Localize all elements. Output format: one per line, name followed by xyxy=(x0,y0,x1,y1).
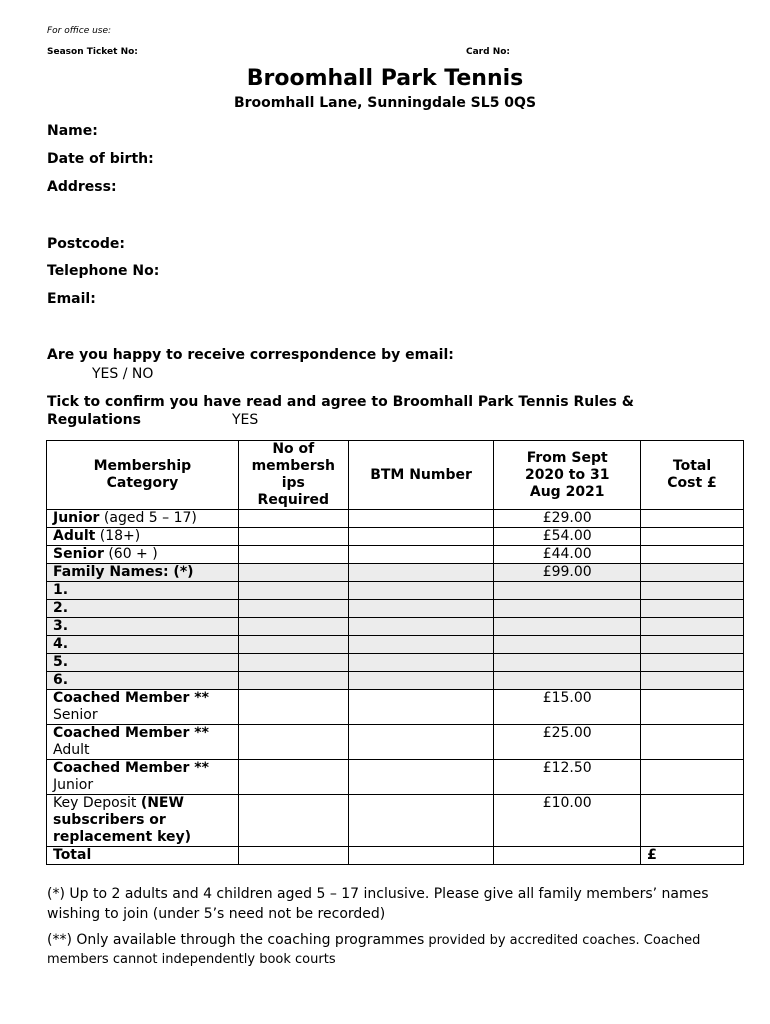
btm-cell[interactable] xyxy=(348,725,494,760)
count-cell[interactable] xyxy=(238,760,348,795)
col-header-total: Total Cost £ xyxy=(641,441,744,510)
footnote-coaching-a: (**) Only available through the coaching programmes xyxy=(47,932,425,948)
card-no-label: Card No: xyxy=(466,47,511,57)
price-cell xyxy=(494,582,641,600)
price-cell xyxy=(494,600,641,618)
office-use-label: For office use: xyxy=(47,26,112,36)
count-cell[interactable] xyxy=(238,582,348,600)
table-row xyxy=(47,760,744,795)
btm-cell[interactable] xyxy=(348,528,494,546)
count-cell[interactable] xyxy=(238,725,348,760)
btm-cell[interactable] xyxy=(348,690,494,725)
table-row xyxy=(47,795,744,847)
table-row xyxy=(47,510,744,528)
btm-cell[interactable] xyxy=(348,600,494,618)
row-label xyxy=(47,528,239,546)
count-cell[interactable] xyxy=(238,672,348,690)
price-cell: £25.00 xyxy=(494,725,641,760)
total-cell[interactable] xyxy=(641,510,744,528)
price-cell: £99.00 xyxy=(494,564,641,582)
email-consent-question: Are you happy to receive correspondence by email: xyxy=(47,347,454,363)
price-cell: £44.00 xyxy=(494,546,641,564)
price-cell xyxy=(494,654,641,672)
footnote-coaching-b: provided by accredited coaches. Coached members cannot independently book courts xyxy=(47,933,701,967)
row-label-sub: Adult xyxy=(53,742,90,758)
btm-cell[interactable] xyxy=(348,847,494,865)
total-cell[interactable] xyxy=(641,600,744,618)
btm-cell[interactable] xyxy=(348,564,494,582)
total-cell[interactable] xyxy=(641,618,744,636)
row-label-bold: Coached Member ** xyxy=(53,725,209,741)
row-label-pre: Key Deposit xyxy=(53,795,141,811)
price-cell: £12.50 xyxy=(494,760,641,795)
total-cell[interactable] xyxy=(641,528,744,546)
price-cell: £54.00 xyxy=(494,528,641,546)
table-row-family-member xyxy=(47,654,744,672)
row-label-bold: (NEW subscribers or replacement key) xyxy=(53,795,192,845)
rules-answer: YES xyxy=(232,412,259,428)
row-label-bold: Coached Member ** xyxy=(53,690,209,706)
price-cell: £15.00 xyxy=(494,690,641,725)
row-label-rest: (18+) xyxy=(95,528,141,544)
family-member-number[interactable]: 3. xyxy=(47,618,239,636)
table-row-family-member xyxy=(47,618,744,636)
btm-cell[interactable] xyxy=(348,636,494,654)
price-cell xyxy=(494,672,641,690)
total-cell[interactable] xyxy=(641,582,744,600)
row-label-bold: Junior xyxy=(53,510,100,526)
row-label xyxy=(47,795,239,847)
row-label xyxy=(47,760,239,795)
family-member-number[interactable]: 4. xyxy=(47,636,239,654)
col-header-btm: BTM Number xyxy=(348,441,494,510)
row-label-rest: (aged 5 – 17) xyxy=(99,510,197,526)
table-row xyxy=(47,725,744,760)
btm-cell[interactable] xyxy=(348,760,494,795)
total-cell[interactable] xyxy=(641,654,744,672)
btm-cell[interactable] xyxy=(348,618,494,636)
row-label-bold: Coached Member ** xyxy=(53,760,209,776)
row-label xyxy=(47,690,239,725)
total-cell[interactable] xyxy=(641,795,744,847)
dob-field-label: Date of birth: xyxy=(47,151,154,167)
price-cell xyxy=(494,847,641,865)
name-field-label: Name: xyxy=(47,123,98,139)
total-cell[interactable] xyxy=(641,690,744,725)
total-cell[interactable] xyxy=(641,725,744,760)
count-cell[interactable] xyxy=(238,546,348,564)
col-header-count: No of membersh ips Required xyxy=(238,441,348,510)
price-cell xyxy=(494,636,641,654)
season-ticket-label: Season Ticket No: xyxy=(47,47,138,57)
telephone-field-label: Telephone No: xyxy=(47,263,160,279)
row-label xyxy=(47,725,239,760)
membership-table xyxy=(46,440,744,865)
count-cell[interactable] xyxy=(238,564,348,582)
total-cell[interactable] xyxy=(641,546,744,564)
table-row-family-member xyxy=(47,600,744,618)
price-cell: £29.00 xyxy=(494,510,641,528)
table-row-family-member xyxy=(47,582,744,600)
row-label-bold: Senior xyxy=(53,546,104,562)
count-cell[interactable] xyxy=(238,847,348,865)
price-cell: £10.00 xyxy=(494,795,641,847)
rules-question-cont: Regulations xyxy=(47,412,141,428)
col-header-category: Membership Category xyxy=(47,441,239,510)
email-consent-answer: YES / NO xyxy=(92,366,154,382)
total-cell[interactable] xyxy=(641,636,744,654)
grand-total-cell[interactable]: £ xyxy=(641,847,744,865)
postcode-field-label: Postcode: xyxy=(47,236,125,252)
btm-cell[interactable] xyxy=(348,795,494,847)
club-address: Broomhall Lane, Sunningdale SL5 0QS xyxy=(233,95,537,111)
total-cell[interactable] xyxy=(641,564,744,582)
family-member-number[interactable]: 6. xyxy=(47,672,239,690)
footnote-coaching xyxy=(47,931,737,969)
footnote-family: (*) Up to 2 adults and 4 children aged 5 – 17 inclusive. Please give all family members’ names wishing to join (under 5’s need not be recorded) xyxy=(47,886,709,922)
total-cell[interactable] xyxy=(641,760,744,795)
table-row xyxy=(47,690,744,725)
table-row-family-member xyxy=(47,636,744,654)
club-title: Broomhall Park Tennis xyxy=(246,66,524,91)
btm-cell[interactable] xyxy=(348,582,494,600)
count-cell[interactable] xyxy=(238,636,348,654)
count-cell[interactable] xyxy=(238,528,348,546)
table-row xyxy=(47,528,744,546)
btm-cell[interactable] xyxy=(348,672,494,690)
family-member-number[interactable]: 5. xyxy=(47,654,239,672)
table-header-row xyxy=(47,441,744,510)
row-label-bold: Adult xyxy=(53,528,96,544)
family-member-number[interactable]: 2. xyxy=(47,600,239,618)
count-cell[interactable] xyxy=(238,600,348,618)
row-label-sub: Senior xyxy=(53,707,98,723)
row-label xyxy=(47,510,239,528)
rules-question: Tick to confirm you have read and agree to Broomhall Park Tennis Rules & xyxy=(47,394,634,410)
row-label-rest: (60 + ) xyxy=(103,546,158,562)
table-row xyxy=(47,546,744,564)
table-row-family-member xyxy=(47,672,744,690)
table-row-family xyxy=(47,564,744,582)
count-cell[interactable] xyxy=(238,795,348,847)
row-label-sub: Junior xyxy=(53,777,94,793)
email-field-label: Email: xyxy=(47,291,96,307)
count-cell[interactable] xyxy=(238,510,348,528)
family-member-number[interactable]: 1. xyxy=(47,582,239,600)
address-field-label: Address: xyxy=(47,179,117,195)
table-row-total xyxy=(47,847,744,865)
count-cell[interactable] xyxy=(238,690,348,725)
total-label: Total xyxy=(47,847,239,865)
price-cell xyxy=(494,618,641,636)
col-header-period: From Sept 2020 to 31 Aug 2021 xyxy=(494,441,641,510)
total-cell[interactable] xyxy=(641,672,744,690)
btm-cell[interactable] xyxy=(348,654,494,672)
btm-cell[interactable] xyxy=(348,510,494,528)
btm-cell[interactable] xyxy=(348,546,494,564)
row-label xyxy=(47,546,239,564)
row-label: Family Names: (*) xyxy=(47,564,239,582)
count-cell[interactable] xyxy=(238,654,348,672)
count-cell[interactable] xyxy=(238,618,348,636)
